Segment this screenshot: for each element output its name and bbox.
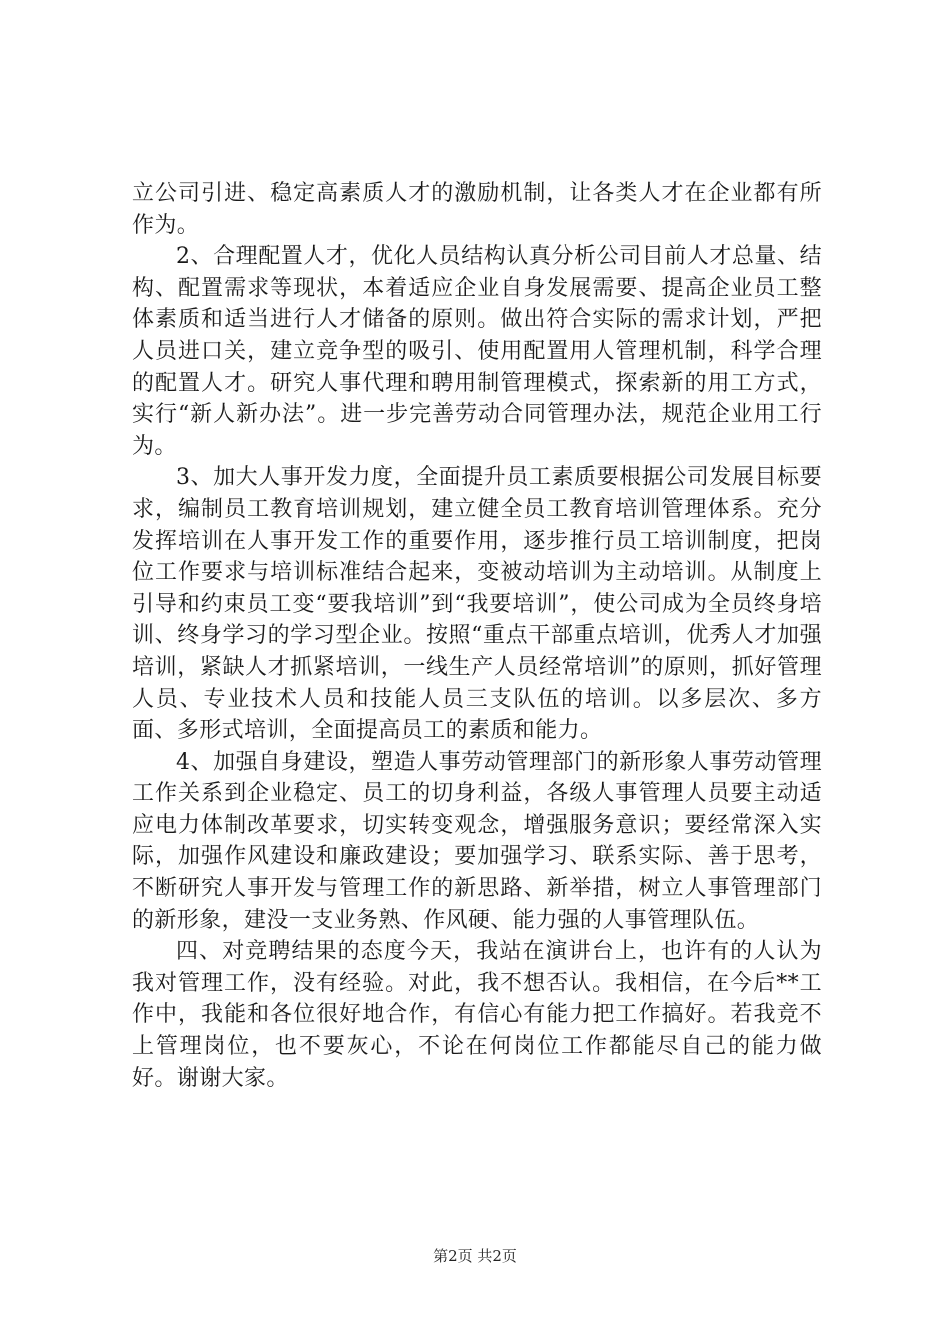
paragraph-item-3: 3、加大人事开发力度，全面提升员工素质要根据公司发展目标要求，编制员工教育培训规划，建立健全员工教育培训管理体系。充分发挥培训在人事开发工作的重要作用，逐步推行员工培训制度，把岗位工作要求与培训标准结合起来，变被动培训为主动培训。从制度上引导和约束员工变“要我培训”到“我要培训”，使公司成为全员终身培训、终身学习的学习型企业。按照“重点干部重点培训，优秀人才加强培训，紧缺人才抓紧培训，一线生产人员经常培训”的原则，抓好管理人员、专业技术人员和技能人员三支队伍的培训。以多层次、多方面、多形式培训，全面提高员工的素质和能力。 [132, 465, 822, 744]
paragraph-item-2: 2、合理配置人才，优化人员结构认真分析公司目前人才总量、结构、配置需求等现状，本着适应企业自身发展需要、提高企业员工整体素质和适当进行人才储备的原则。做出符合实际的需求计划，严把人员进口关，建立竞争型的吸引、使用配置用人管理机制，科学合理的配置人才。研究人事代理和聘用制管理模式，探索新的用工方式，实行“新人新办法”。进一步完善劳动合同管理办法，规范企业用工行为。 [132, 244, 822, 459]
page-number-footer: 第2页 共2页 [433, 1247, 517, 1265]
paragraph-continued: 立公司引进、稳定高素质人才的激励机制，让各类人才在企业都有所作为。 [132, 181, 822, 238]
paragraph-section-4: 四、对竞聘结果的态度今天，我站在演讲台上，也许有的人认为我对管理工作，没有经验。对此，我不想否认。我相信，在今后**工作中，我能和各位很好地合作，有信心有能力把工作搞好。若我竞不上管理岗位，也不要灰心，不论在何岗位工作都能尽自己的能力做好。谢谢大家。 [132, 939, 822, 1091]
paragraph-item-4: 4、加强自身建设，塑造人事劳动管理部门的新形象人事劳动管理工作关系到企业稳定、员工的切身利益，各级人事管理人员要主动适应电力体制改革要求，切实转变观念，增强服务意识；要经常深入实际，加强作风建设和廉政建设；要加强学习、联系实际、善于思考，不断研究人事开发与管理工作的新思路、新举措，树立人事管理部门的新形象，建没一支业务熟、作风硬、能力强的人事管理队伍。 [132, 749, 822, 933]
document-body [132, 178, 822, 1094]
